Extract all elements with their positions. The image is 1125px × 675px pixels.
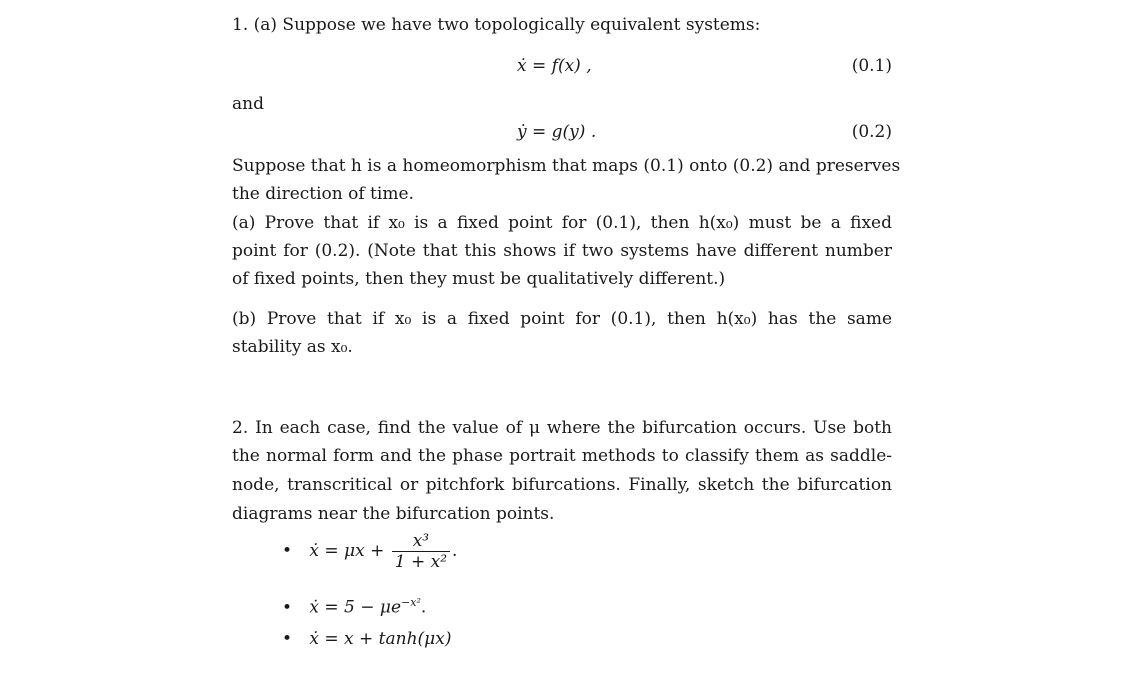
eq2-rhs: = g(y) . xyxy=(532,122,597,142)
bullet1-lhs: ẋ = μx + xyxy=(309,541,385,561)
bullet-item-1 xyxy=(282,532,457,571)
bullet2-tail: . xyxy=(420,597,427,618)
bullet-item-2 xyxy=(282,592,426,619)
fraction-numerator: x³ xyxy=(392,532,450,552)
bullet-dot: • xyxy=(282,541,293,561)
problem1-intro: 1. (a) Suppose we have two topologically equivalent systems: xyxy=(232,15,761,35)
bullet-dot: • xyxy=(282,629,293,649)
part-a-line-1: (a) Prove that if x₀ is a fixed point for (0.1), then h(x₀) must be a fixed xyxy=(232,213,892,233)
problem2-line-1: 2. In each case, find the value of μ where the bifurcation occurs. Use both xyxy=(232,418,892,438)
equation-number-0-2: (0.2) xyxy=(851,122,892,142)
bullet1-tail: . xyxy=(452,541,458,561)
part-b-line-2: stability as x₀. xyxy=(232,337,353,357)
document-page xyxy=(232,0,901,675)
equation-0-1 xyxy=(517,55,592,77)
equation-number-0-1: (0.1) xyxy=(851,56,892,76)
eq1-rhs: = f(x) , xyxy=(532,56,592,76)
eq1-lhs: ẋ xyxy=(517,56,527,76)
bullet2-expr: ẋ = 5 − μe xyxy=(309,597,402,618)
bullet-item-3 xyxy=(282,628,451,650)
part-b-line-1: (b) Prove that if x₀ is a fixed point for (0.1), then h(x₀) has the same xyxy=(232,309,892,329)
bullet-dot: • xyxy=(282,597,293,618)
bullet1-fraction xyxy=(392,532,450,571)
fraction-denominator: 1 + x² xyxy=(394,552,448,572)
homeomorphism-line-1: Suppose that h is a homeomorphism that maps (0.1) onto (0.2) and preserves xyxy=(232,156,901,176)
part-a-line-3: of fixed points, then they must be qualitatively different.) xyxy=(232,269,726,289)
problem2-line-3: node, transcritical or pitchfork bifurcations. Finally, sketch the bifurcation xyxy=(232,475,892,495)
problem2-line-2: the normal form and the phase portrait methods to classify them as saddle- xyxy=(232,446,892,466)
equation-0-2 xyxy=(517,121,596,143)
bullet3-expr: ẋ = x + tanh(μx) xyxy=(309,629,452,649)
part-a-line-2: point for (0.2). (Note that this shows if two systems have different number xyxy=(232,241,892,261)
bullet2-exponent: −x² xyxy=(401,596,421,609)
problem2-line-4: diagrams near the bifurcation points. xyxy=(232,504,555,524)
and-text: and xyxy=(232,94,264,114)
eq2-lhs: ẏ xyxy=(517,122,527,142)
homeomorphism-line-2: the direction of time. xyxy=(232,184,414,204)
